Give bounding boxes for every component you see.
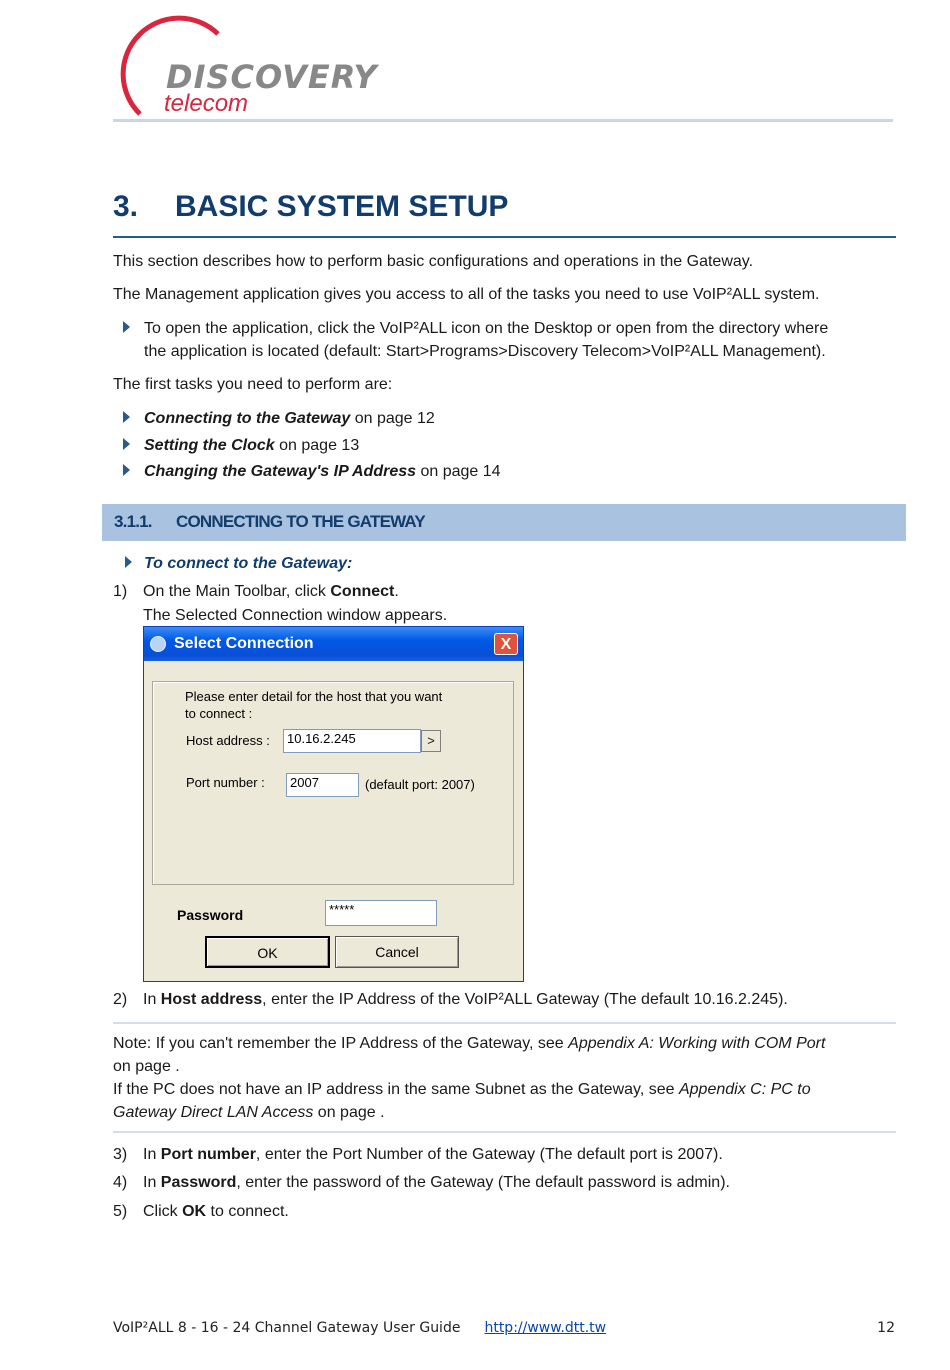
host-address-label: Host address : — [186, 733, 270, 748]
task-page-ref: on page 14 — [420, 463, 501, 480]
task-link-ip-address[interactable]: Changing the Gateway's IP Address — [144, 463, 417, 480]
chapter-divider — [113, 236, 896, 238]
step-number: 2) — [113, 991, 128, 1008]
password-label: Password — [177, 907, 244, 923]
note-bottom-rule — [113, 1131, 896, 1133]
note-reference-appendix-a[interactable]: Appendix A: Working with COM Port — [568, 1035, 826, 1052]
port-number-input[interactable]: 2007 — [286, 773, 359, 797]
open-app-line-2: the application is located (default: Start>Programs>Discovery Telecom>VoIP²ALL Management). — [144, 343, 826, 360]
dialog-prompt-line-1: Please enter detail for the host that you want — [185, 689, 443, 704]
step-number: 3) — [113, 1146, 128, 1163]
section-heading — [114, 512, 425, 532]
note-line-4 — [113, 1101, 385, 1125]
footer-guide-title: VoIP²ALL 8 - 16 - 24 Channel Gateway User Guide — [113, 1320, 461, 1336]
chapter-number: 3. — [113, 190, 139, 223]
cancel-button[interactable]: Cancel — [335, 936, 459, 968]
step-bold: Password — [160, 1174, 237, 1191]
step-number: 1) — [113, 583, 128, 600]
step-text: . — [394, 583, 399, 600]
host-browse-button[interactable]: > — [421, 730, 441, 752]
open-app-line-1: To open the application, click the VoIP²ALL icon on the Desktop or open from the directory where — [144, 320, 829, 337]
step-number: 5) — [113, 1203, 128, 1220]
step-1-subtext: The Selected Connection window appears. — [143, 607, 448, 624]
logo-wordmark: DISCOVERY — [166, 58, 378, 96]
chapter-heading — [113, 190, 508, 224]
step-text: In — [143, 991, 161, 1008]
note-reference-appendix-c-cont[interactable]: Gateway Direct LAN Access — [113, 1104, 314, 1121]
task-link-clock[interactable]: Setting the Clock — [144, 437, 275, 454]
step-5 — [113, 1200, 289, 1224]
task-item — [144, 407, 435, 431]
chapter-title: BASIC SYSTEM SETUP — [175, 190, 509, 223]
note-text: on page . — [313, 1104, 385, 1121]
bullet-arrow-icon — [123, 411, 130, 423]
step-text: Click — [143, 1203, 183, 1220]
select-connection-dialog — [143, 626, 524, 982]
dialog-title: Select Connection — [174, 635, 314, 652]
step-bold: Host address — [160, 991, 263, 1008]
step-4 — [113, 1171, 730, 1195]
bullet-arrow-icon — [123, 321, 130, 333]
procedure-title: To connect to the Gateway: — [144, 555, 353, 572]
ok-button[interactable]: OK — [205, 936, 330, 968]
note-text: If the PC does not have an IP address in the same Subnet as the Gateway, see — [113, 1081, 679, 1098]
port-default-hint: (default port: 2007) — [365, 777, 475, 792]
page-number: 12 — [877, 1320, 895, 1336]
step-2 — [113, 988, 788, 1012]
intro-paragraph-1: This section describes how to perform basic configurations and operations in the Gateway. — [113, 253, 754, 270]
intro-paragraph-2: The Management application gives you access to all of the tasks you need to use VoIP²ALL system. — [113, 286, 820, 303]
note-line-1 — [113, 1032, 825, 1056]
task-link-connecting[interactable]: Connecting to the Gateway — [144, 410, 351, 427]
bullet-arrow-icon — [123, 438, 130, 450]
step-text: , enter the Port Number of the Gateway (The default port is 2007). — [255, 1146, 723, 1163]
task-page-ref: on page 12 — [354, 410, 435, 427]
task-item — [144, 434, 359, 458]
step-1 — [113, 580, 399, 604]
step-text: , enter the password of the Gateway (The default password is admin). — [236, 1174, 730, 1191]
note-line-3 — [113, 1078, 811, 1102]
note-reference-appendix-c[interactable]: Appendix C: PC to — [678, 1081, 811, 1098]
footer-website-link[interactable]: http://www.dtt.tw — [484, 1320, 607, 1336]
step-number: 4) — [113, 1174, 128, 1191]
close-button[interactable]: X — [494, 633, 518, 655]
section-title: CONNECTING TO THE GATEWAY — [176, 512, 425, 531]
note-top-rule — [113, 1022, 896, 1024]
step-bold: Port number — [160, 1146, 256, 1163]
step-text: In — [143, 1174, 161, 1191]
section-number: 3.1.1. — [114, 512, 152, 531]
first-tasks-label: The first tasks you need to perform are: — [113, 376, 393, 393]
step-text: , enter the IP Address of the VoIP²ALL Gateway (The default 10.16.2.245). — [262, 991, 788, 1008]
note-line-2: on page . — [113, 1058, 180, 1075]
bullet-arrow-icon — [123, 464, 130, 476]
dialog-titlebar — [144, 627, 523, 661]
dialog-prompt-line-2: to connect : — [185, 706, 253, 721]
procedure-arrow-icon — [125, 556, 132, 568]
step-bold: OK — [182, 1203, 207, 1220]
page-footer — [113, 1320, 895, 1336]
header-divider — [113, 119, 893, 122]
step-text: On the Main Toolbar, click — [143, 583, 331, 600]
step-text: In — [143, 1146, 161, 1163]
note-text: Note: If you can't remember the IP Address of the Gateway, see — [113, 1035, 569, 1052]
step-bold: Connect — [330, 583, 395, 600]
task-page-ref: on page 13 — [279, 437, 360, 454]
app-icon — [150, 636, 166, 652]
port-number-label: Port number : — [186, 775, 265, 790]
step-3 — [113, 1143, 723, 1167]
host-address-input[interactable]: 10.16.2.245 — [283, 729, 421, 753]
password-input[interactable]: ***** — [325, 900, 437, 926]
logo-subtitle: telecom — [164, 90, 249, 117]
step-text: to connect. — [206, 1203, 289, 1220]
task-item — [144, 460, 501, 484]
